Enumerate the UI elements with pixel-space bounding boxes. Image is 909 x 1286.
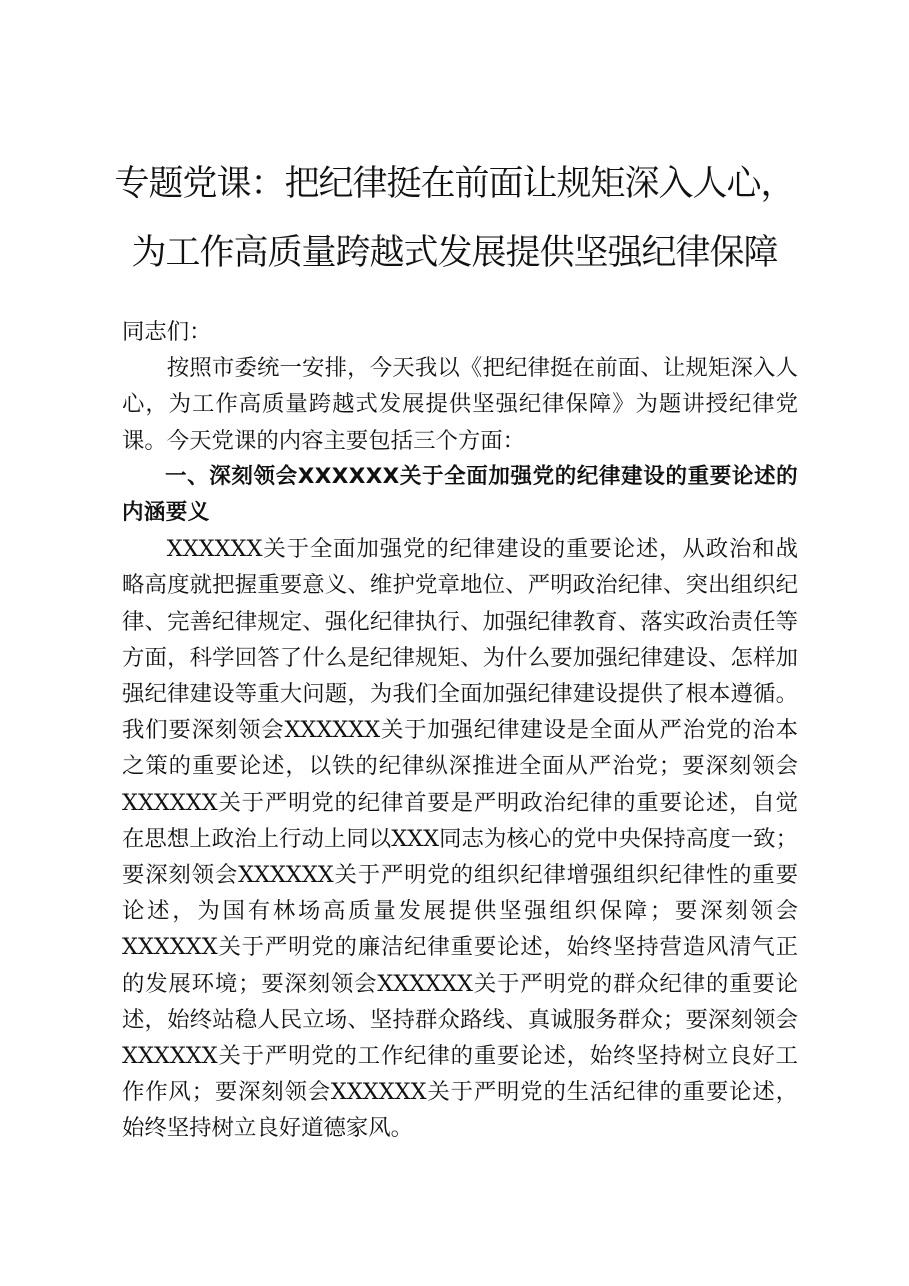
document-title-line-1: 专题党课：把纪律挺在前面让规矩深入人心，	[114, 164, 795, 204]
intro-paragraph: 按照市委统一安排，今天我以《把纪律挺在前面、让规矩深入人心，为工作高质量跨越式发展提供坚强纪律保障》为题讲授纪律党课。今天党课的内容主要包括三个方面：	[122, 355, 798, 454]
section-1-paragraph: XXXXXX关于全面加强党的纪律建设的重要论述，从政治和战略高度就把握重要意义、维护党章地位、严明政治纪律、突出组织纪律、完善纪律规定、强化纪律执行、加强纪律教育、落实政治责任等方面，科学回答了什么是纪律规矩、为什么要加强纪律建设、怎样加强纪律建设等重大问题，为我们全面加强纪律建设提供了根本遵循。我们要深刻领会XXXXXX关于加强纪律建设是全面从严治党的治本之策的重要论述，以铁的纪律纵深推进全面从严治党；要深刻领会XXXXXX关于严明党的纪律首要是严明政治纪律的重要论述，自觉在思想上政治上行动上同以XXX同志为核心的党中央保持高度一致；要深刻领会XXXXXX关于严明党的组织纪律增强组织纪律性的重要论述，为国有林场高质量发展提供坚强组织保障；要深刻领会XXXXXX关于严明党的廉洁纪律重要论述，始终坚持营造风清气正的发展环境；要深刻领会XXXXXX关于严明党的群众纪律的重要论述，始终站稳人民立场、坚持群众路线、真诚服务群众；要深刻领会XXXXXX关于严明党的工作纪律的重要论述，始终坚持树立良好工作作风；要深刻领会XXXXXX关于严明党的生活纪律的重要论述，始终坚持树立良好道德家风。	[122, 536, 798, 1142]
salutation: 同志们：	[122, 319, 212, 345]
document-title-line-2: 为工作高质量跨越式发展提供坚强纪律保障	[131, 233, 778, 273]
section-heading-1: 一、深刻领会XXXXXX关于全面加强党的纪律建设的重要论述的内涵要义	[122, 463, 798, 526]
document-body	[122, 314, 798, 1147]
